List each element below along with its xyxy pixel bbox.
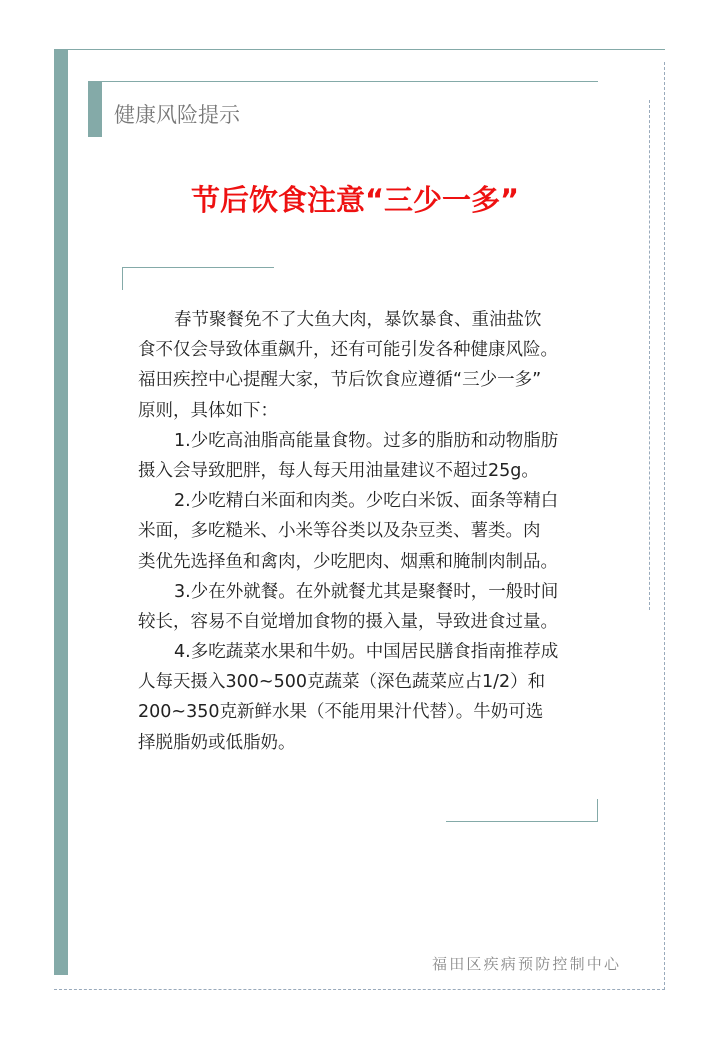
paragraph-line: 4.多吃蔬菜水果和牛奶。中国居民膳食指南推荐成 bbox=[174, 642, 559, 663]
main-title: 节后饮食注意“三少一多” bbox=[190, 183, 520, 217]
top-left-bracket bbox=[122, 267, 274, 290]
bottom-right-bracket bbox=[446, 799, 598, 822]
paragraph-line: 200~350克新鲜水果（不能用果汁代替）。牛奶可选 bbox=[138, 702, 544, 723]
paragraph-line: 2.少吃精白米面和肉类。少吃白米饭、面条等精白 bbox=[174, 491, 559, 512]
paragraph-line: 类优先选择鱼和禽肉，少吃肥肉、烟熏和腌制肉制品。 bbox=[138, 551, 558, 572]
section-title: 健康风险提示 bbox=[114, 103, 240, 127]
paragraph-line: 1.少吃高油脂高能量食物。过多的脂肪和动物脂肪 bbox=[174, 430, 559, 451]
section-top-line bbox=[102, 81, 598, 82]
inner-dashed-line bbox=[649, 100, 650, 610]
paragraph-line: 较长，容易不自觉增加食物的摄入量，导致进食过量。 bbox=[138, 611, 558, 632]
section-accent-bar bbox=[88, 81, 102, 137]
paragraph-line: 福田疾控中心提醒大家，节后饮食应遵循“三少一多” bbox=[138, 370, 542, 391]
article-body bbox=[138, 305, 588, 758]
paragraph-line: 原则，具体如下： bbox=[138, 400, 278, 421]
paragraph-line: 米面，多吃糙米、小米等谷类以及杂豆类、薯类。肉 bbox=[138, 521, 541, 542]
paragraph-line: 择脱脂奶或低脂奶。 bbox=[138, 732, 296, 753]
paragraph-line: 食不仅会导致体重飙升，还有可能引发各种健康风险。 bbox=[138, 340, 558, 361]
paragraph-line: 摄入会导致肥胖，每人每天用油量建议不超过25g。 bbox=[138, 460, 539, 481]
paragraph-line: 人每天摄入300~500克蔬菜（深色蔬菜应占1/2）和 bbox=[138, 672, 546, 693]
bottom-dashed-border bbox=[54, 989, 665, 990]
footer-organization: 福田区疾病预防控制中心 bbox=[432, 955, 622, 973]
paragraph-line: 3.少在外就餐。在外就餐尤其是聚餐时，一般时间 bbox=[174, 581, 559, 602]
top-border-line bbox=[68, 49, 665, 50]
paragraph-line: 春节聚餐免不了大鱼大肉，暴饮暴食、重油盐饮 bbox=[174, 310, 542, 330]
